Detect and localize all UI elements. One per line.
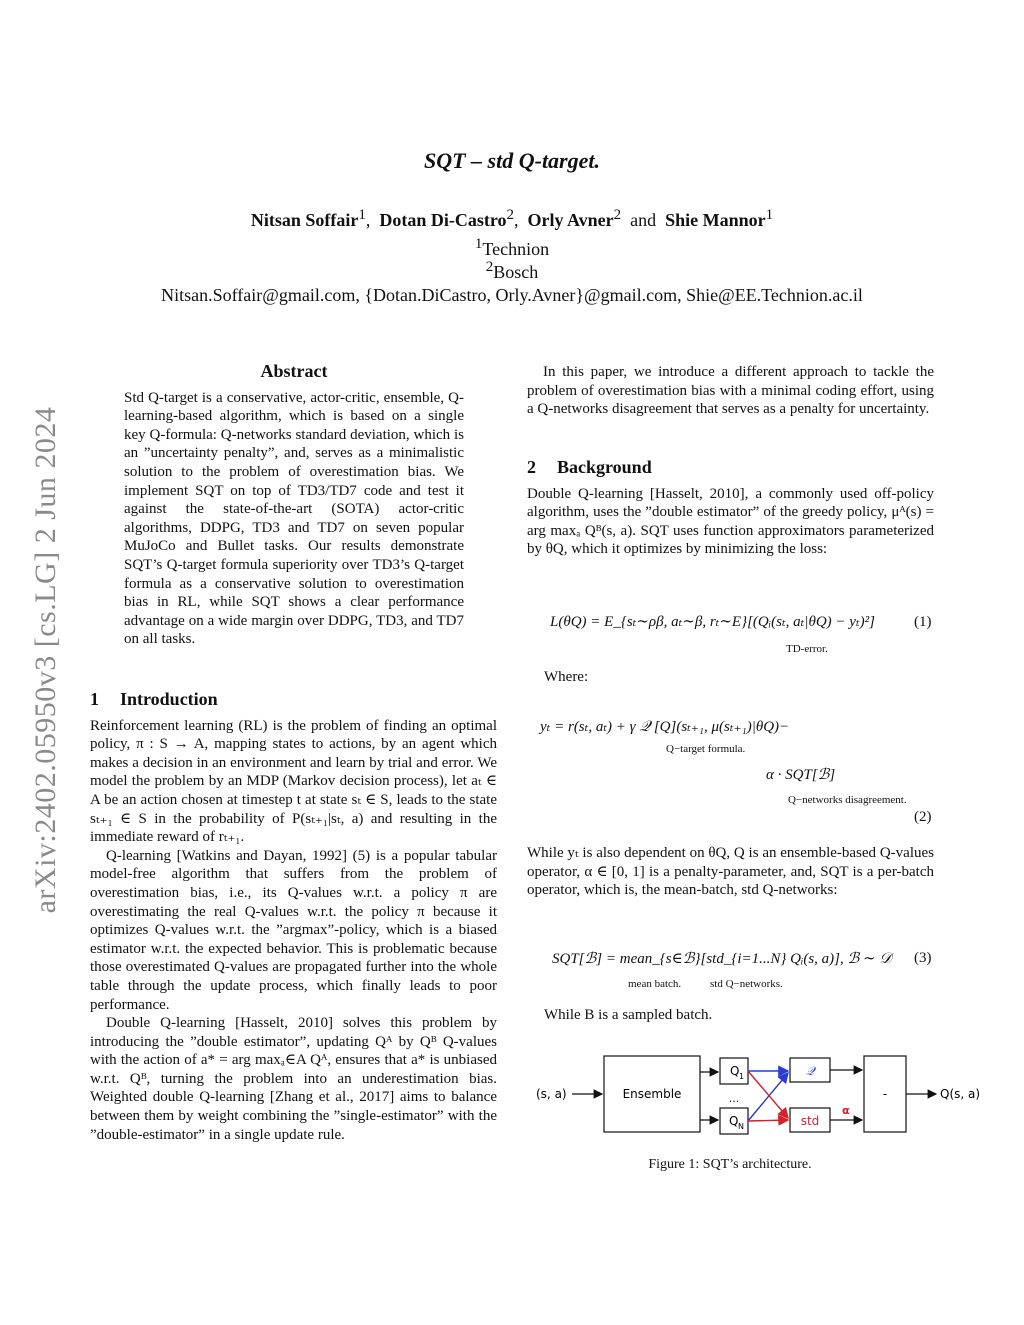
equation-2-line-2: α · SQT[ℬ]: [766, 767, 836, 783]
where-text: Where:: [544, 669, 589, 685]
author-1: Nitsan Soffair: [250, 210, 359, 230]
equation-1-number: (1): [914, 614, 932, 630]
background-heading: 2 Background: [527, 457, 652, 477]
introduction-heading: 1 Introduction: [90, 689, 218, 709]
q1-label: Q: [730, 1064, 740, 1078]
q1-to-std-arrow: [748, 1071, 788, 1118]
std-label: std: [800, 1114, 820, 1128]
equation-3: SQT[ℬ] = mean_{s∈ℬ}[std_{i=1...N} Qᵢ(s, a)], ℬ ∼ 𝒟: [552, 951, 892, 967]
equation-3-annotation-2: std Q−networks.: [710, 978, 783, 990]
author-4: Shie Mannor: [665, 210, 766, 230]
equation-1-annotation: TD-error.: [786, 643, 828, 655]
equation-3-number: (3): [914, 950, 932, 966]
abstract-text: Std Q-target is a conservative, actor-critic, ensemble, Q-learning-based algorithm, which is based on a single key Q-formula: Q-networks standard deviation, which is an ”uncertainty penalty”, and, serves as a minimalistic solution to the problem of overestimation bias. We implement SQT on top of TD3/TD7 code and test it against the state-of-the-art (SOTA) actor-critic algorithms, DDPG, TD3 and TD7 on seven popular MuJoCo and Bullet tasks. Our results demonstrate SQT’s Q-target formula superiority over TD3’s Q-target formula as a conservative solution to overestimation bias in RL, while SQT shows a clear performance advantage on a wide margin over DDPG, TD3, and TD7 on all tasks.: [124, 389, 464, 648]
author-3: Orly Avner: [527, 210, 614, 230]
intro-paragraph-1: Reinforcement learning (RL) is the problem of finding an optimal policy, π : S → A, mapping states to actions, by an agent which makes a decision in an environment and learn by trial and error. We model the problem by an MDP (Markov decision process), let aₜ ∈ A be an action chosen at timestep t at state sₜ ∈ S, leads to the state sₜ₊₁ ∈ S in the probability of P(sₜ₊₁|sₜ, a) and resulting in the immediate reward of rₜ₊₁.: [90, 717, 497, 846]
author-emails: Nitsan.Soffair@gmail.com, {Dotan.DiCastro, Orly.Avner}@gmail.com, Shie@EE.Technion.ac.il: [161, 285, 863, 305]
author-2: Dotan Di-Castro: [379, 210, 507, 230]
equation-3-annotation-1: mean batch.: [628, 978, 682, 990]
architecture-diagram: [530, 1050, 990, 1150]
author-list: Nitsan Soffair$^1$, Dotan Di-Castro$^2$, Orly Avner$^2$ and Shie Mannor$^1$: [250, 207, 774, 230]
qn-subscript: N: [738, 1122, 744, 1131]
alpha-label: α: [842, 1104, 850, 1117]
equation-2-line-1: yₜ = r(sₜ, aₜ) + γ 𝒬 [Q](sₜ₊₁, μ(sₜ₊₁)|θQ)−: [540, 719, 790, 735]
abstract-heading: Abstract: [260, 361, 328, 381]
background-section: [527, 458, 934, 559]
subtract-label: -: [882, 1087, 888, 1101]
background-paragraph-3: While B is a sampled batch.: [544, 1007, 713, 1023]
arxiv-sidebar: [22, 365, 70, 955]
qn-label: Q: [729, 1114, 739, 1128]
output-label: Q(s, a): [940, 1087, 981, 1101]
right-intro-text: In this paper, we introduce a different approach to tackle the problem of overestimation bias with a minimal coding effort, using a Q-networks disagreement that serves as a penalty for uncertainty.: [527, 364, 934, 418]
equation-2-number: (2): [914, 809, 932, 825]
affiliation-2: $^2$Bosch: [485, 259, 539, 282]
abstract-section: [124, 362, 464, 649]
affiliation-1: $^1$Technion: [474, 236, 550, 259]
intro-paragraph-2: Q-learning [Watkins and Dayan, 1992] (5) is a popular tabular model-free algorithm that suffers from the problem of overestimation bias, i.e., its Q-values w.r.t. a policy π are overestimating the real Q-values w.r.t. the policy π because it optimizes Q-values w.r.t. the ”argmax”-policy, which is a biased estimator w.r.t. the expected behavior. This is problematic because those overestimated Q-values are propagated further into the whole table through the update process, which finally leads to poor performance.: [90, 847, 497, 1013]
introduction-section: [90, 690, 497, 1144]
background-paragraph-2: While yₜ is also dependent on θQ, Q is an ensemble-based Q-values operator, α ∈ [0, 1] is a penalty-parameter, and, SQT is a per-batch operator, which is, the mean-batch, std Q-networks:: [527, 845, 934, 899]
background-paragraph-1: Double Q-learning [Hasselt, 2010], a commonly used off-policy algorithm, uses the ”double estimator” of the greedy policy, μᴬ(s) = arg maxₐ Qᴮ(s, a). SQT uses function approximators parameterized by θQ, which it optimizes by minimizing the loss:: [527, 485, 934, 558]
equation-2-annotation-2: Q−networks disagreement.: [788, 794, 907, 806]
q1-subscript: 1: [739, 1072, 745, 1081]
ensemble-label: Ensemble: [622, 1087, 682, 1101]
input-label: (s, a): [536, 1087, 567, 1101]
equation-2-annotation-1: Q−target formula.: [666, 743, 746, 755]
figure-caption: Figure 1: SQT’s architecture.: [648, 1157, 812, 1172]
qn-to-std-arrow: [748, 1120, 788, 1121]
qn-to-calq-arrow: [748, 1073, 788, 1121]
arxiv-identifier: arXiv:2402.05950v3 [cs.LG] 2 Jun 2024: [29, 406, 62, 914]
calq-label: 𝒬: [805, 1064, 815, 1078]
equation-1: L(θQ) = E_{sₜ∼ρβ, aₜ∼β, rₜ∼E}[(Qᵢ(sₜ, aₜ|θQ) − yₜ)²]: [550, 614, 875, 630]
paper-title: SQT – std Q-target.: [424, 148, 600, 173]
ellipsis: ...: [728, 1092, 740, 1105]
intro-paragraph-3: Double Q-learning [Hasselt, 2010] solves this problem by introducing the ”double estimator”, updating Qᴬ by Qᴮ Q-values with the action of a* = arg maxₐ∈A Qᴬ, ensures that a* is unbiased w.r.t. Qᴮ, turning the problem into an underestimation bias. Weighted double Q-learning [Zhang et al., 2017] aims to balance between them by weight combining the ”single-estimator” with the ”double-estimator” in a single update rule.: [90, 1015, 497, 1143]
